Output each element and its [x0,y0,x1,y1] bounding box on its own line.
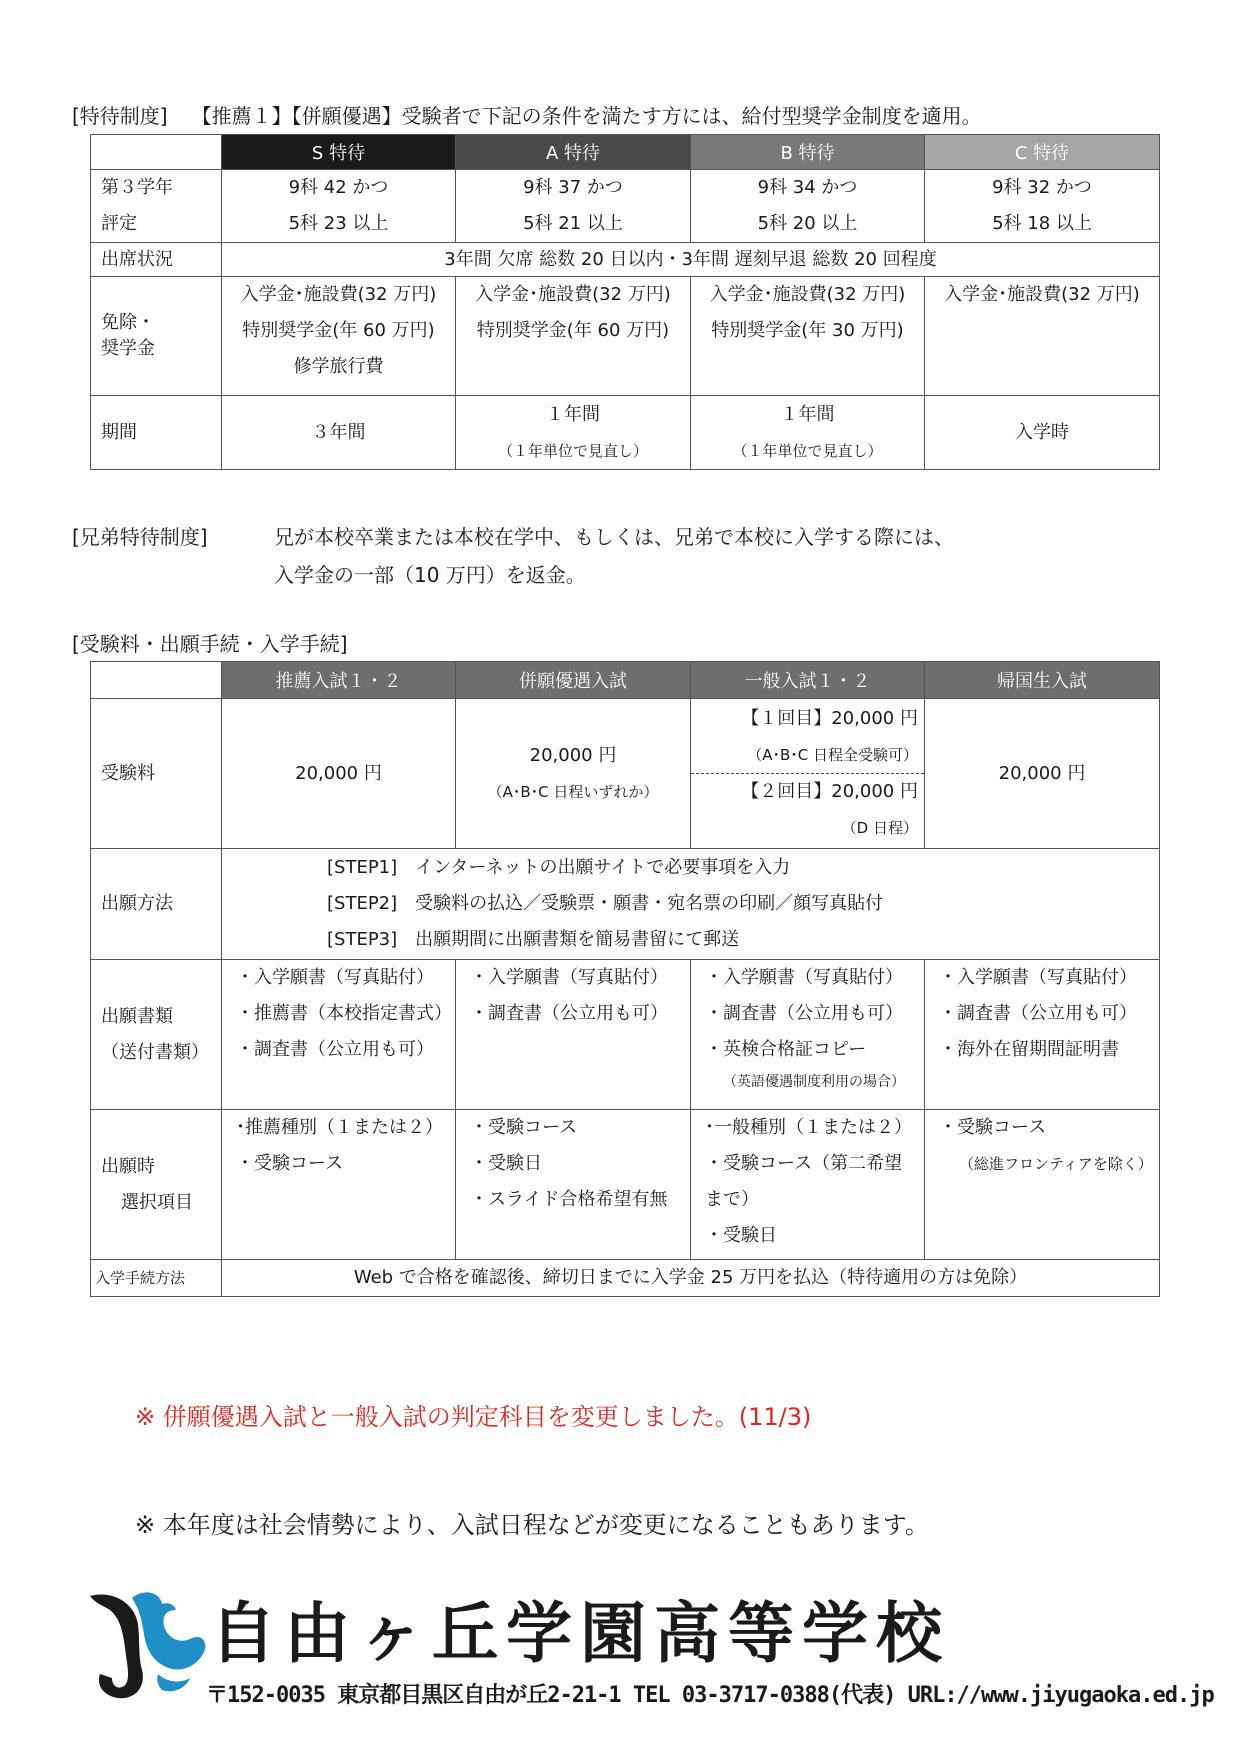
method-step1: [STEP1] インターネットの出願サイトで必要事項を入力 [327,857,791,878]
tokutai-corner-cell [91,135,222,170]
selection-kikoku [925,1110,1160,1260]
documents-suisen-item: ・調査書（公立用も可） [236,1039,434,1060]
attendance-row [91,243,1160,277]
fee-suisen: 20,000 円 [222,699,456,849]
period-c: 入学時 [925,396,1160,470]
exemption-row [91,277,1160,396]
exemption-s-line3: 修学旅行費 [293,356,384,377]
grade-c-line2: 5科 18 以上 [992,213,1092,234]
period-b [691,396,925,470]
grade-s-line1: 9科 42 かつ [288,177,389,198]
method-step3: [STEP3] 出願期間に出願書類を簡易書留にて郵送 [327,929,740,950]
grade-s-line2: 5科 23 以上 [288,213,389,234]
period-a [456,396,691,470]
documents-label [91,960,222,1110]
header-s-tokutai: S 特待 [222,135,456,170]
fee-label: 受験料 [91,699,222,849]
documents-suisen [222,960,456,1110]
procedures-corner-cell [91,662,222,699]
documents-suisen-item: ・入学願書（写真貼付） [236,967,434,988]
school-name: 自由ヶ丘学園高等学校 [210,1595,950,1672]
documents-heigan-item: ・調査書（公立用も可） [470,1003,668,1024]
grade-s [222,170,456,243]
documents-label-line2: （送付書類） [101,1041,209,1063]
selection-suisen [222,1110,456,1260]
exemption-c-line1: 入学金･施設費(32 万円) [944,284,1140,305]
header-suisen: 推薦入試１・２ [222,662,456,699]
method-row [91,849,1160,960]
fee-kikoku: 20,000 円 [925,699,1160,849]
fee-ippan-1-main: 【１回目】20,000 円 [741,708,918,729]
documents-heigan [456,960,691,1110]
kyodai-section-label: [兄弟特待制度] [72,525,208,549]
kyodai-line2: 入学金の一部（10 万円）を返金。 [274,563,586,587]
admission-label: 入学手続方法 [91,1260,222,1297]
procedures-heading: [受験料・出願手続・入学手続] [72,632,348,656]
selection-row [91,1110,1160,1260]
grade-a-line1: 9科 37 かつ [523,177,623,198]
grade-label-line2: 評定 [101,213,137,234]
selection-heigan-item: ・スライド合格希望有無 [470,1189,668,1210]
fee-ippan [691,699,925,849]
change-notice: ※ 併願優遇入試と一般入試の判定科目を変更しました。(11/3) [135,1403,812,1431]
selection-heigan-item: ・受験コース [470,1117,578,1138]
documents-row [91,960,1160,1110]
fee-row [91,699,1160,849]
selection-ippan-item: ・受験コース（第二希望まで） [705,1153,903,1210]
grade-b-line1: 9科 34 かつ [757,177,858,198]
grade-label-line1: 第３学年 [101,177,173,198]
exemption-b [691,277,925,396]
documents-ippan [691,960,925,1110]
attendance-label: 出席状況 [91,243,222,277]
exemption-a-line1: 入学金･施設費(32 万円) [475,284,671,305]
fee-heigan-main: 20,000 円 [529,744,617,766]
exemption-s-line1: 入学金･施設費(32 万円) [240,284,437,305]
procedures-header-row [91,662,1160,699]
grade-a-line2: 5科 21 以上 [523,213,623,234]
selection-ippan [691,1110,925,1260]
exemption-a [456,277,691,396]
selection-ippan-item: ･一般種別（１または２） [705,1117,912,1138]
header-b-tokutai: B 特待 [691,135,925,170]
header-ippan: 一般入試１・２ [691,662,925,699]
tokutai-table [90,134,1160,470]
admission-text: Web で合格を確認後、締切日までに入学金 25 万円を払込（特待適用の方は免除） [222,1260,1160,1297]
selection-label [91,1110,222,1260]
selection-heigan-item: ・受験日 [470,1153,542,1174]
kyodai-line1: 兄が本校卒業または本校在学中、もしくは、兄弟で本校に入学する際には、 [274,525,954,549]
period-row [91,396,1160,470]
selection-suisen-item: ・受験コース [236,1153,344,1174]
period-label: 期間 [91,396,222,470]
selection-label-line1: 出願時 [101,1155,155,1177]
grade-b [691,170,925,243]
selection-heigan [456,1110,691,1260]
method-step2: [STEP2] 受験料の払込／受験票・願書・宛名票の印刷／顔写真貼付 [327,893,884,914]
period-a-sub: （１年単位で見直し） [497,441,648,460]
grade-a [456,170,691,243]
exemption-b-line2: 特別奨学金(年 30 万円) [711,320,904,341]
documents-kikoku-item: ・海外在留期間証明書 [939,1039,1119,1060]
exemption-s [222,277,456,396]
tokutai-heading [72,100,982,129]
admission-row [91,1260,1160,1297]
documents-ippan-item: ・調査書（公立用も可） [705,1003,903,1024]
header-a-tokutai: A 特待 [456,135,691,170]
documents-suisen-item: ・推薦書（本校指定書式） [236,1003,452,1024]
period-a-main: １年間 [546,403,600,425]
grade-c-line1: 9科 32 かつ [992,177,1092,198]
period-b-main: １年間 [780,403,835,425]
selection-kikoku-note: （総進フロンティアを除く） [959,1155,1153,1173]
exemption-label-line2: 奨学金 [101,338,155,359]
grade-c [925,170,1160,243]
tokutai-section-label: [特待制度] [72,104,168,128]
documents-ippan-item: ・入学願書（写真貼付） [705,967,903,988]
exemption-a-line2: 特別奨学金(年 60 万円) [476,320,670,341]
documents-kikoku [925,960,1160,1110]
procedures-table [90,661,1160,1297]
exemption-c [925,277,1160,396]
documents-kikoku-item: ・調査書（公立用も可） [939,1003,1137,1024]
method-steps [222,849,1160,960]
exemption-label-line1: 免除・ [101,312,155,333]
header-c-tokutai: C 特待 [925,135,1160,170]
fee-heigan-sub: （A･B･C 日程いずれか） [487,782,659,801]
selection-ippan-item: ・受験日 [705,1225,777,1246]
fee-heigan [456,699,691,849]
grade-label [91,170,222,243]
grade-row [91,170,1160,243]
schedule-notice: ※ 本年度は社会情勢により、入試日程などが変更になることもあります。 [135,1511,929,1539]
documents-heigan-item: ・入学願書（写真貼付） [470,967,668,988]
bird-logo-icon [82,1578,212,1708]
exemption-label [91,277,222,396]
method-label: 出願方法 [91,849,222,960]
header-kikoku: 帰国生入試 [925,662,1160,699]
selection-label-line2: 選択項目 [121,1191,193,1213]
selection-kikoku-item: ・受験コース [939,1117,1047,1138]
documents-label-line1: 出願書類 [101,1005,173,1027]
tokutai-intro: 【推薦１】【併願優遇】受験者で下記の条件を満たす方には、給付型奨学金制度を適用。 [191,104,982,128]
documents-ippan-item: ・英検合格証コピー [705,1039,867,1060]
selection-suisen-item: ･推薦種別（１または２） [236,1117,443,1138]
kyodai-section [72,518,954,594]
fee-ippan-2-main: 【２回目】20,000 円 [741,781,918,802]
grade-b-line2: 5科 20 以上 [757,213,858,234]
fee-ippan-1-sub: （A･B･C 日程全受験可） [747,746,918,764]
exemption-s-line2: 特別奨学金(年 60 万円) [242,320,435,341]
period-b-sub: （１年単位で見直し） [732,441,883,460]
period-s: ３年間 [222,396,456,470]
attendance-text: 3年間 欠席 総数 20 日以内・3年間 遅刻早退 総数 20 回程度 [222,243,1160,277]
documents-ippan-note: （英語優遇制度利用の場合） [723,1074,905,1090]
fee-ippan-2-sub: （D 日程） [841,819,918,837]
exemption-b-line1: 入学金･施設費(32 万円) [709,284,906,305]
header-heigan: 併願優遇入試 [456,662,691,699]
documents-kikoku-item: ・入学願書（写真貼付） [939,967,1137,988]
tokutai-header-row [91,135,1160,170]
school-address: 〒152-0035 東京都目黒区自由が丘2-21-1 TEL 03-3717-0388(代表) URL://www.jiyugaoka.ed.jp [206,1683,1214,1708]
